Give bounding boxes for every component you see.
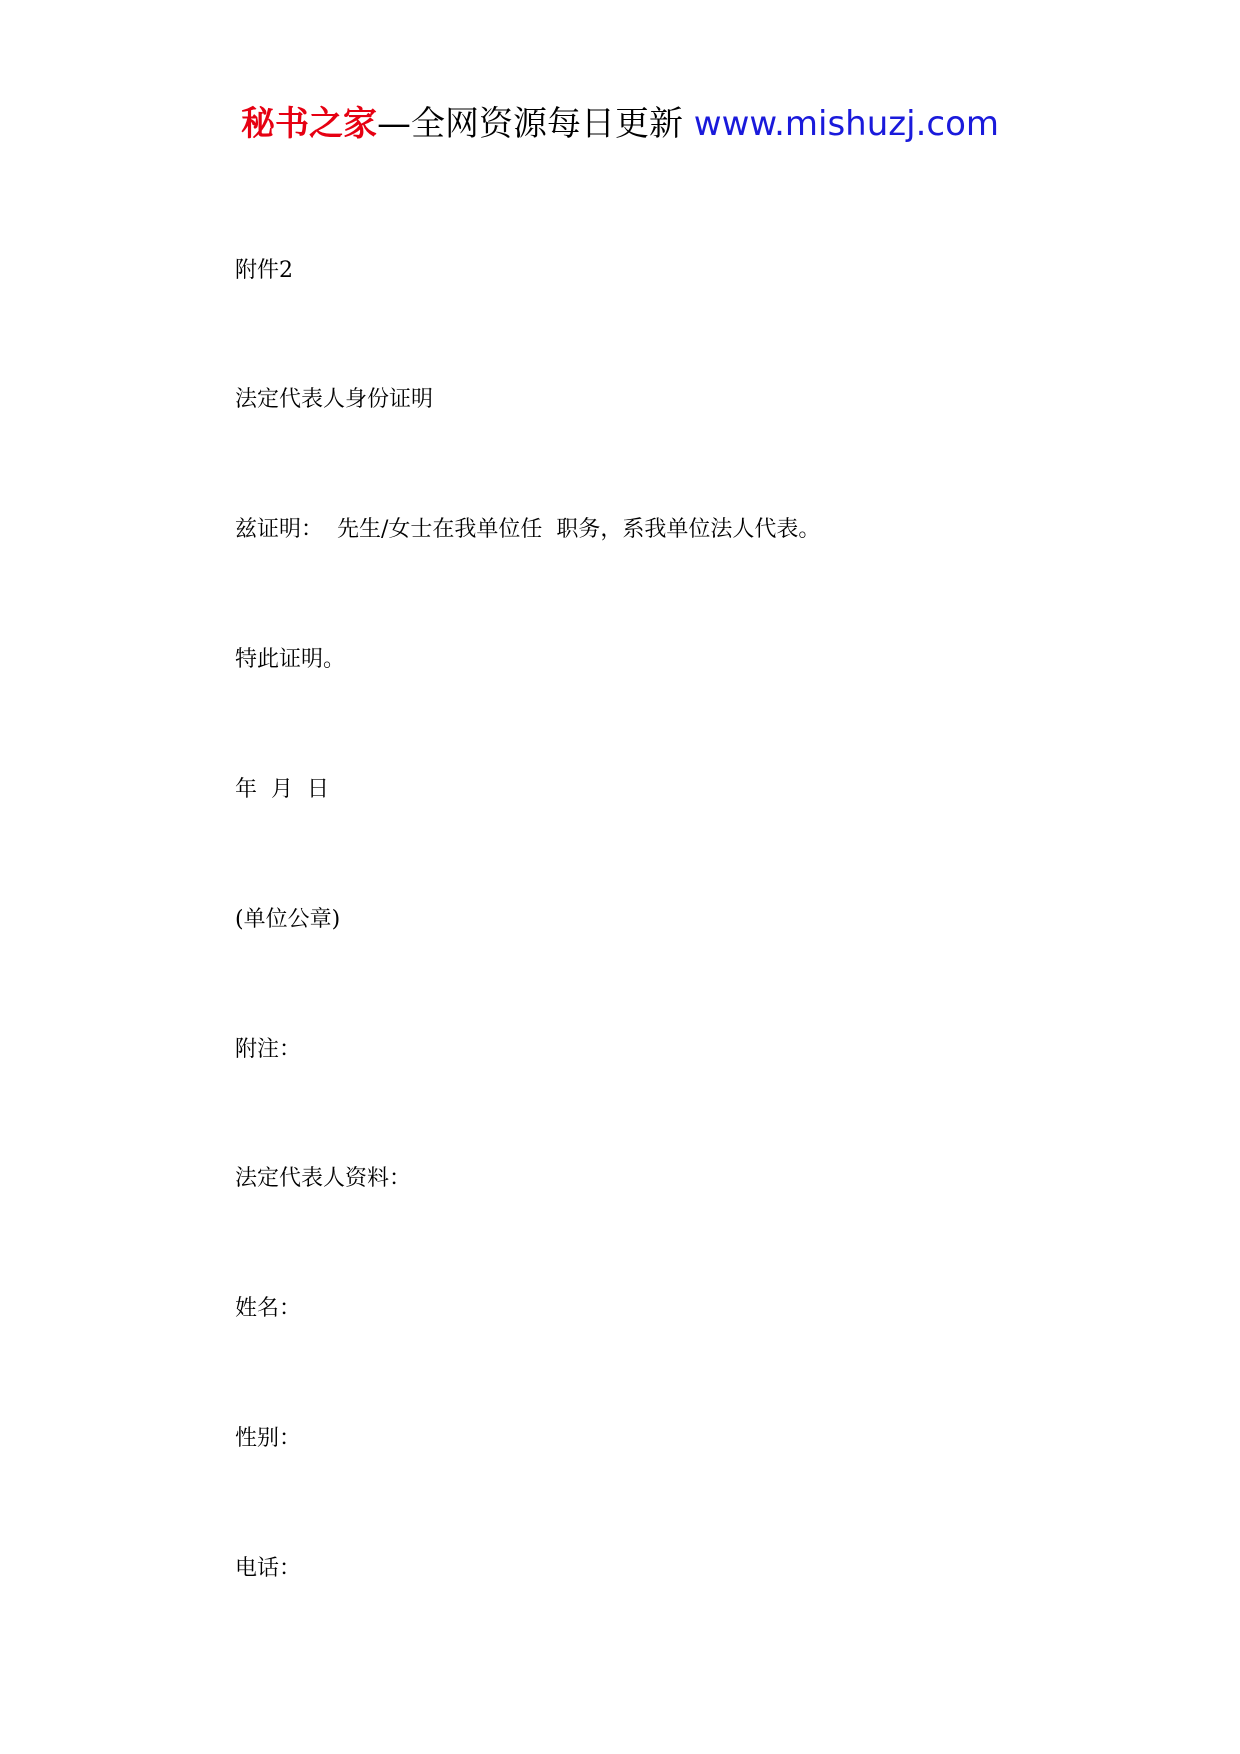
- closing-statement: 特此证明。: [235, 647, 346, 672]
- certify-statement: 兹证明： 先生/女士在我单位任 职务，系我单位法人代表。: [235, 517, 821, 542]
- profile-heading: 法定代表人资料：: [235, 1166, 412, 1191]
- field-phone: 电话：: [235, 1556, 302, 1581]
- note-label: 附注：: [235, 1037, 302, 1062]
- attachment-label: 附件2: [235, 258, 293, 283]
- field-name: 姓名：: [235, 1296, 302, 1321]
- document-title: 法定代表人身份证明: [235, 387, 434, 412]
- date-line: 年 月 日: [235, 777, 329, 802]
- brand-name: 秘书之家: [240, 104, 377, 144]
- seal-note: (单位公章): [235, 907, 341, 932]
- site-banner: [0, 100, 1240, 148]
- field-gender: 性别：: [235, 1426, 302, 1451]
- brand-slogan: —全网资源每日更新: [376, 104, 694, 144]
- brand-url-link[interactable]: www.mishuzj.com: [693, 104, 999, 144]
